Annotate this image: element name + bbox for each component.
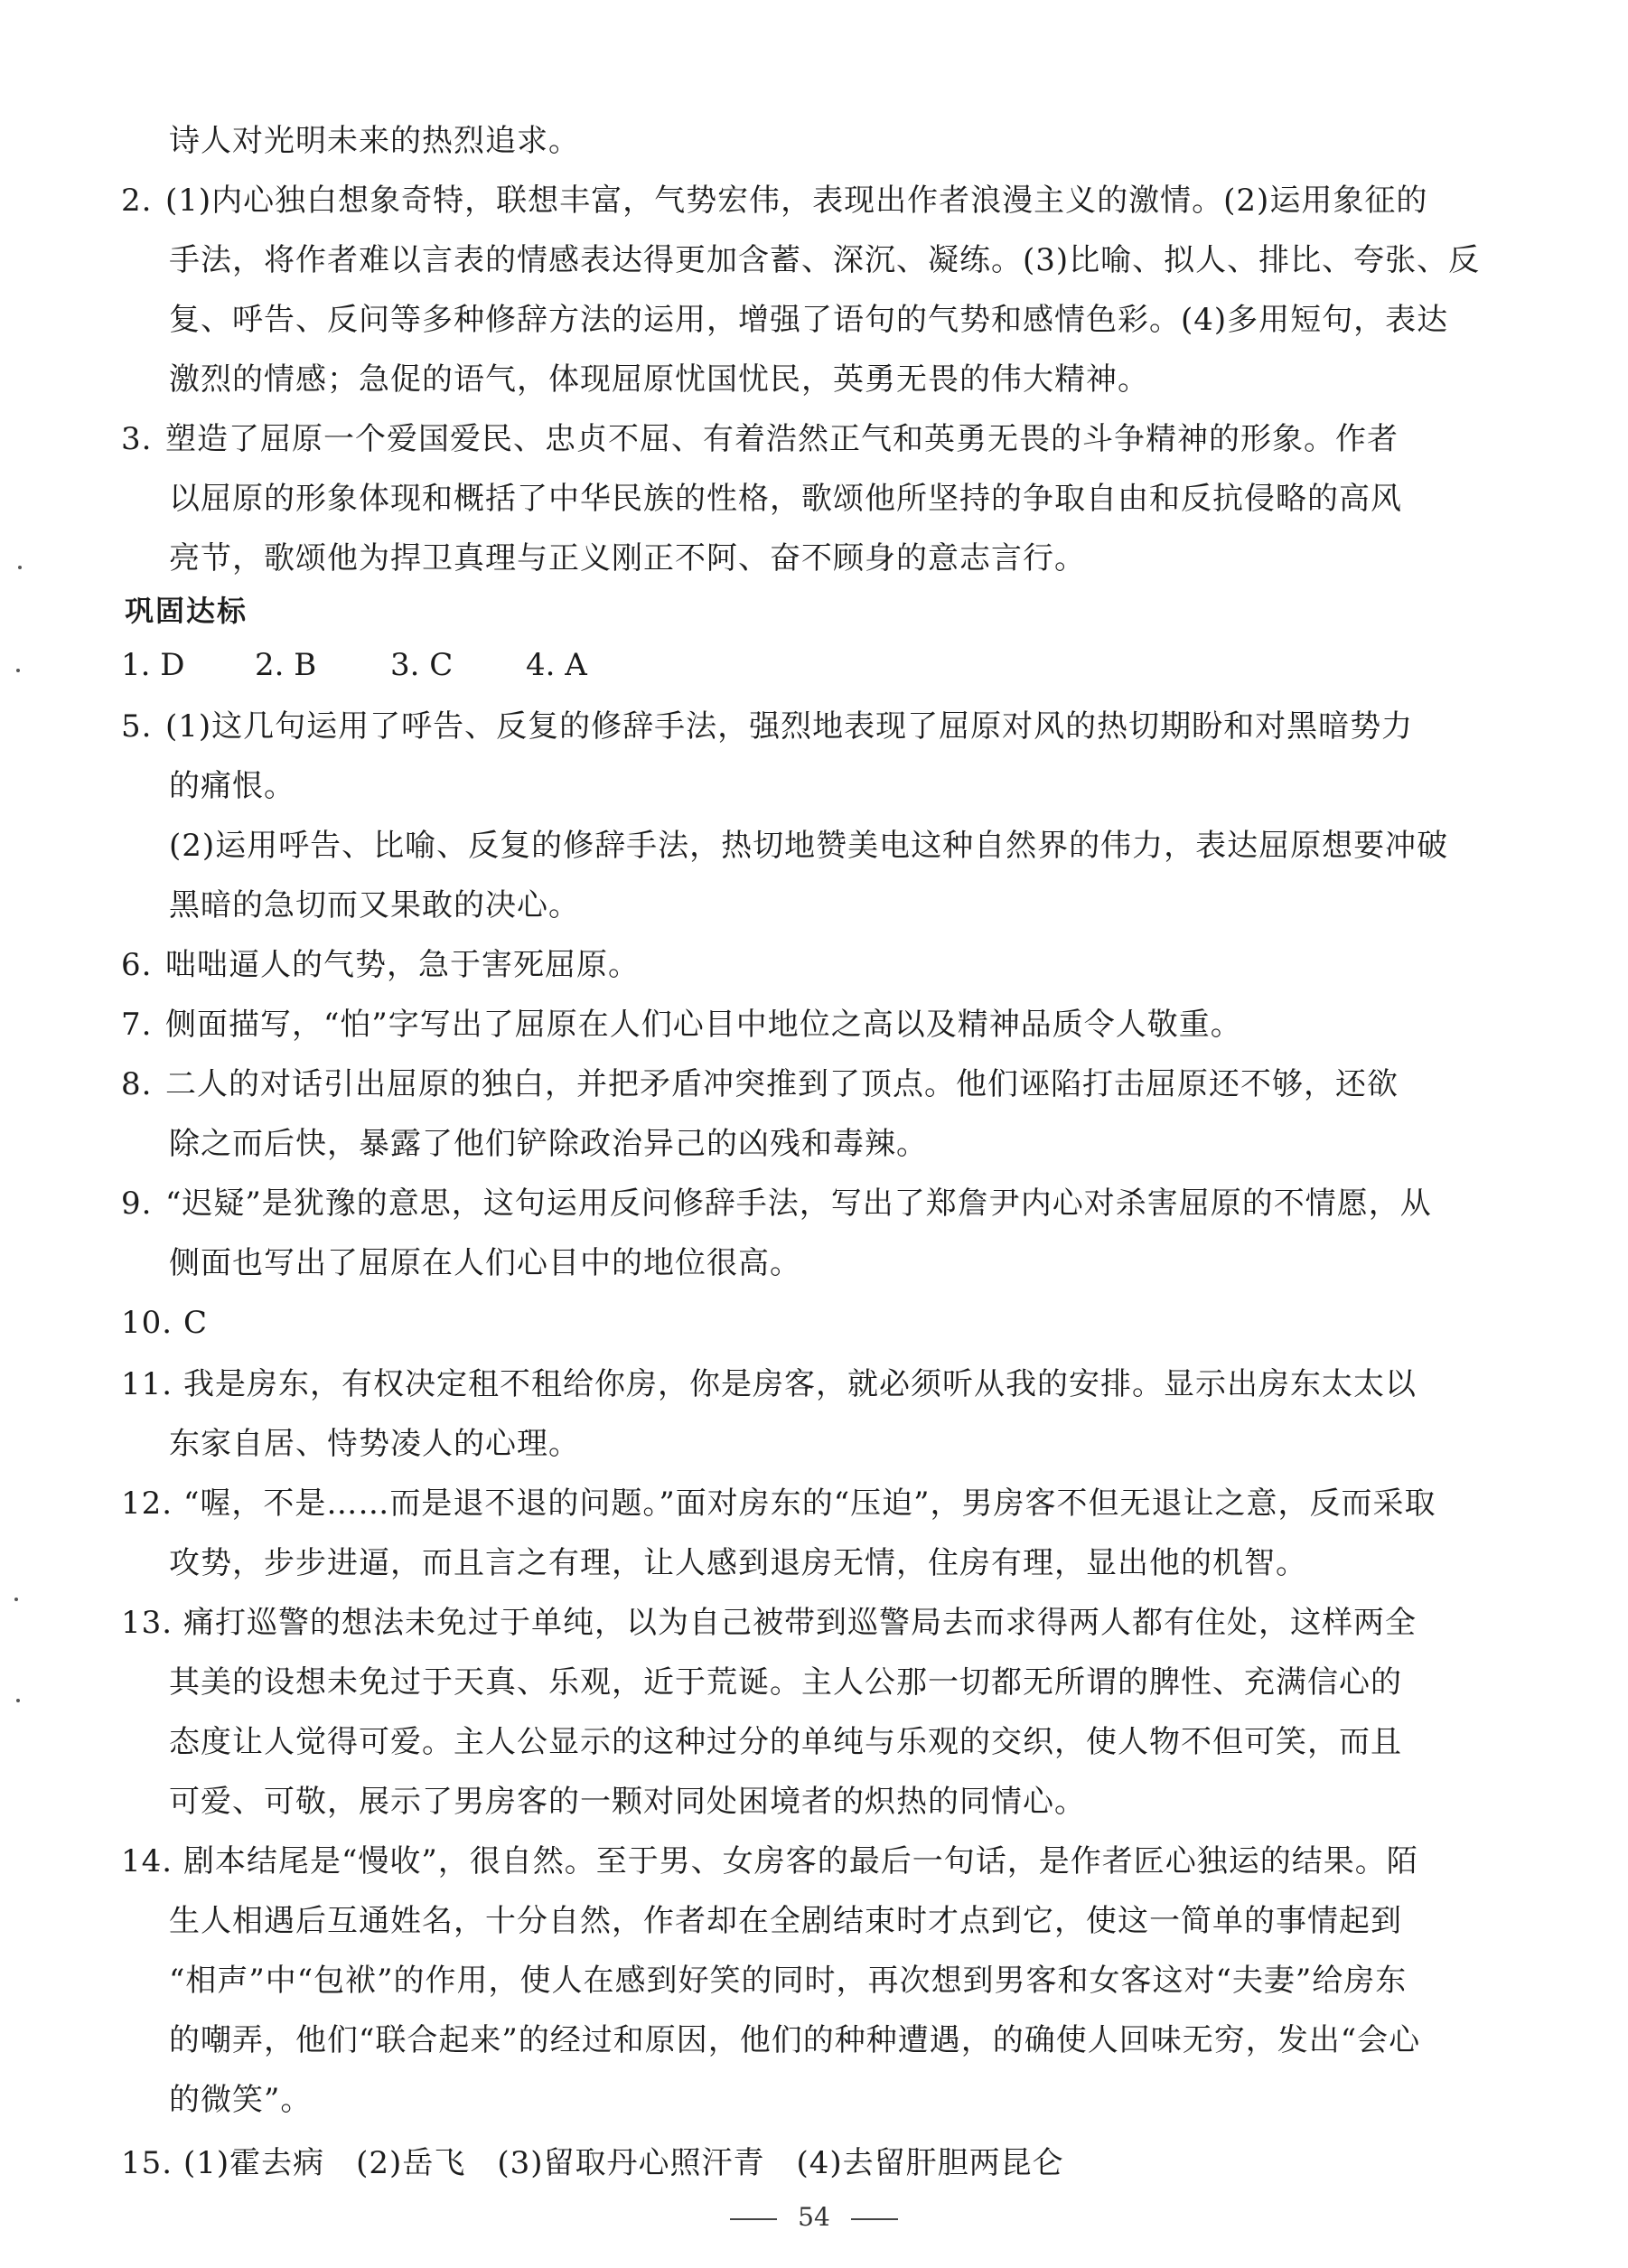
answer-text: 的微笑”。 [169, 2082, 313, 2118]
answer-text: 以屈原的形象体现和概括了中华民族的性格，歌颂他所坚持的争取自由和反抗侵略的高风 [169, 481, 1402, 517]
answer-text: 其美的设想未免过于天真、乐观，近于荒诞。主人公那一切都无所谓的脾性、充满信心的 [169, 1664, 1402, 1701]
answer-text: “相声”中“包袱”的作用，使人在感到好笑的同时，再次想到男客和女客这对“夫妻”给房东 [169, 1963, 1408, 1999]
item-number: 8. [121, 1066, 153, 1102]
item-number: 10. [121, 1305, 173, 1341]
item-number: 6. [121, 947, 153, 983]
answer-text: 生人相遇后互通姓名，十分自然，作者却在全剧结束时才点到它，使这一简单的事情起到 [169, 1903, 1402, 1939]
choice-answer-1: 1. D [121, 647, 185, 683]
answer-text: 我是房东，有权决定租不租给你房，你是房客，就必须听从我的安排。显示出房东太太以 [183, 1366, 1417, 1402]
answer-text: 塑造了屈原一个爱国爱民、忠贞不屈、有着浩然正气和英勇无畏的斗争精神的形象。作者 [165, 421, 1399, 457]
scan-speck [16, 1699, 20, 1702]
footer-dash-left [730, 2218, 777, 2220]
item-number: 15. [121, 2145, 173, 2181]
answer-text: 攻势，步步进逼，而且言之有理，让人感到退房无情，住房有理，显出他的机智。 [169, 1545, 1307, 1581]
answer-text: (1)这几句运用了呼告、反复的修辞手法，强烈地表现了屈原对风的热切期盼和对黑暗势力 [165, 708, 1414, 745]
answer-text: “喔，不是……而是退不退的问题。”面对房东的“压迫”，男房客不但无退让之意，反而采取 [183, 1485, 1436, 1522]
scan-speck [14, 1598, 18, 1601]
page-footer [0, 2201, 1628, 2234]
answer-text: 咄咄逼人的气势，急于害死屈原。 [165, 947, 640, 983]
answer-text: “迟疑”是犹豫的意思，这句运用反问修辞手法，写出了郑詹尹内心对杀害屈原的不情愿，从 [165, 1186, 1432, 1222]
answer-text: 痛打巡警的想法未免过于单纯，以为自己被带到巡警局去而求得两人都有住处，这样两全 [183, 1605, 1417, 1641]
answer-text: 态度让人觉得可爱。主人公显示的这种过分的单纯与乐观的交织，使人物不但可笑，而且 [169, 1724, 1402, 1760]
item-number: 13. [121, 1605, 173, 1641]
answer-text: 的嘲弄，他们“联合起来”的经过和原因，他们的种种遭遇，的确使人回味无穷，发出“会心 [169, 2022, 1421, 2058]
item-number: 9. [121, 1186, 153, 1222]
answer-text: C [183, 1305, 209, 1341]
item-number: 5. [121, 708, 153, 745]
answer-text: 可爱、可敬，展示了男房客的一颗对同处困境者的炽热的同情心。 [169, 1784, 1086, 1820]
item-number: 7. [121, 1007, 153, 1043]
answer-text: 剧本结尾是“慢收”，很自然。至于男、女房客的最后一句话，是作者匠心独运的结果。陌 [183, 1843, 1418, 1879]
answer-text: 手法，将作者难以言表的情感表达得更加含蓄、深沉、凝练。(3)比喻、拟人、排比、夸张、反 [169, 242, 1481, 278]
answer-text: 黑暗的急切而又果敢的决心。 [169, 887, 580, 923]
answer-text: 侧面描写，“怕”字写出了屈原在人们心目中地位之高以及精神品质令人敬重。 [165, 1007, 1242, 1043]
choice-answer-2: 2. B [255, 647, 317, 683]
answer-text: 复、呼告、反问等多种修辞方法的运用，增强了语句的气势和感情色彩。(4)多用短句，表达 [169, 302, 1449, 338]
answer-text: (1)霍去病 (2)岳飞 (3)留取丹心照汗青 (4)去留肝胆两昆仑 [183, 2145, 1064, 2181]
answer-text: 二人的对话引出屈原的独白，并把矛盾冲突推到了顶点。他们诬陷打击屈原还不够，还欲 [165, 1066, 1399, 1102]
choice-answer-4: 4. A [526, 647, 587, 683]
answer-text: 亮节，歌颂他为捍卫真理与正义刚正不阿、奋不顾身的意志言行。 [169, 540, 1086, 576]
scan-speck [16, 669, 20, 672]
answer-text: 东家自居、恃势凌人的心理。 [169, 1426, 580, 1462]
answer-text: (2)运用呼告、比喻、反复的修辞手法，热切地赞美电这种自然界的伟力，表达屈原想要冲破 [169, 828, 1449, 864]
answer-text: (1)内心独白想象奇特，联想丰富，气势宏伟，表现出作者浪漫主义的激情。(2)运用象征的 [165, 183, 1428, 219]
scan-speck [18, 566, 22, 569]
footer-dash-right [851, 2218, 898, 2220]
answer-text: 的痛恨。 [169, 768, 295, 804]
item-number: 11. [121, 1366, 173, 1402]
choice-answer-3: 3. C [390, 647, 454, 683]
item-number: 14. [121, 1843, 173, 1879]
item-number: 3. [121, 421, 153, 457]
answer-text: 诗人对光明未来的热烈追求。 [169, 123, 580, 159]
item-number: 2. [121, 183, 153, 219]
answer-text: 激烈的情感；急促的语气，体现屈原忧国忧民，英勇无畏的伟大精神。 [169, 361, 1149, 398]
section-heading: 巩固达标 [125, 594, 248, 628]
page-number: 54 [798, 2202, 830, 2232]
answer-text: 除之而后快，暴露了他们铲除政治异己的凶残和毒辣。 [169, 1126, 928, 1162]
answer-text: 侧面也写出了屈原在人们心目中的地位很高。 [169, 1245, 801, 1281]
item-number: 12. [121, 1485, 173, 1522]
